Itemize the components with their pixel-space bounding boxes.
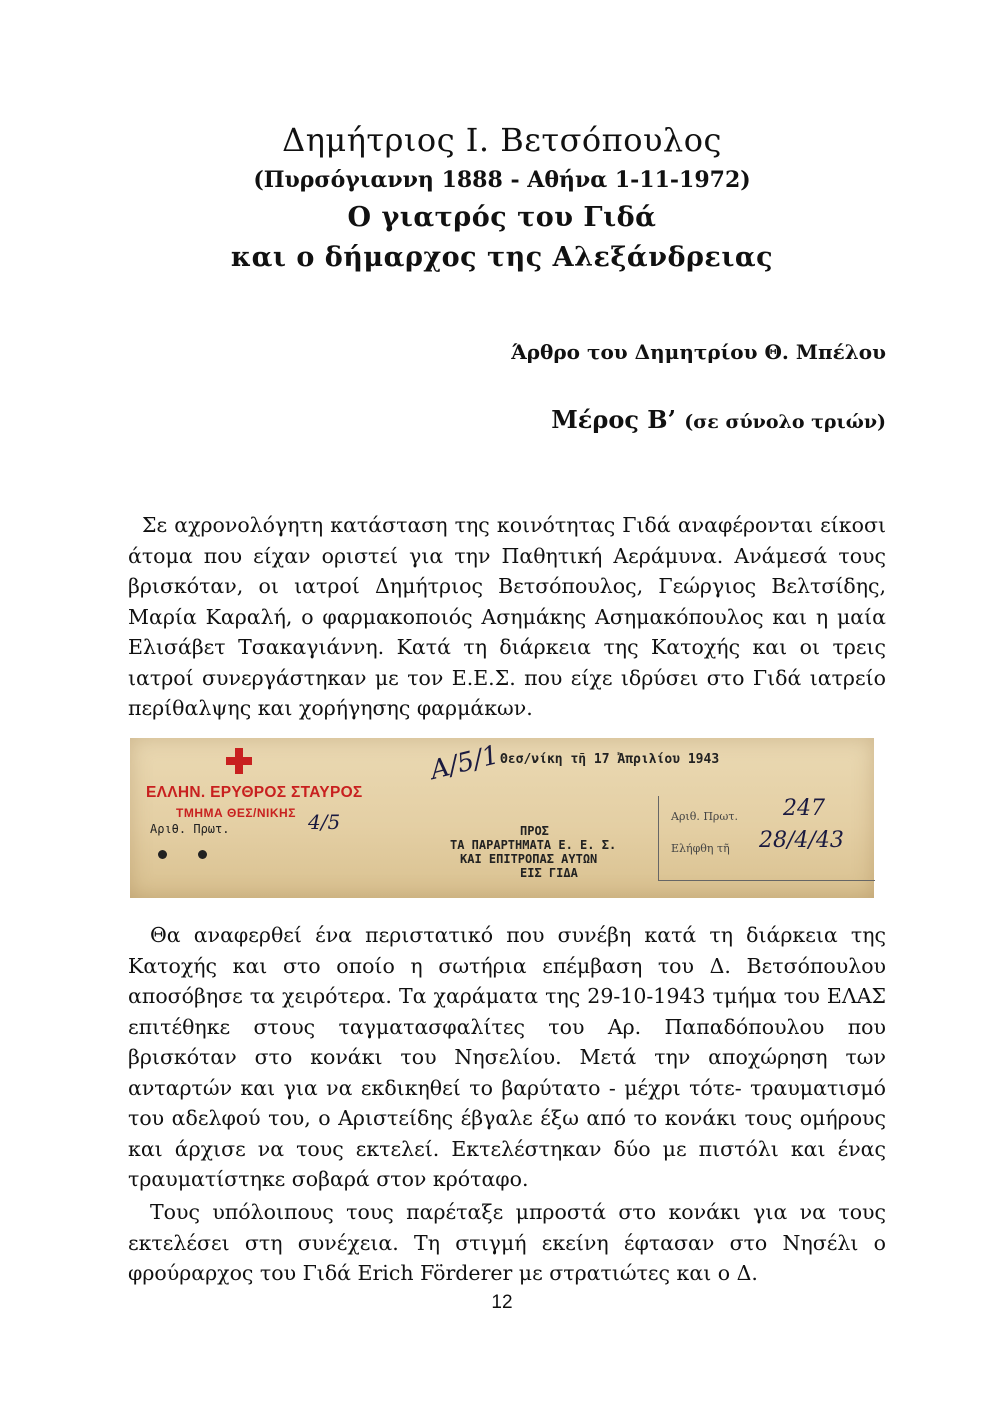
stamp-date-label: Ελήφθη τῆ: [671, 842, 730, 855]
doc-hand-mark: A/5/1: [427, 740, 502, 786]
doc-dateline: Θεσ/νίκη τῆ 17 Ἀπριλίου 1943: [500, 752, 720, 767]
page-number: 12: [491, 1292, 513, 1313]
doc-address-line: ΕΙΣ ΓΙΔΑ: [520, 866, 578, 880]
doc-ref-label: Αριθ. Πρωτ.: [150, 822, 230, 836]
article-dates: (Πυρσόγιαννη 1888 - Αθήνα 1-11-1972): [253, 167, 751, 193]
doc-org-name: ΕΛΛΗΝ. ΕΡΥΘΡΟΣ ΣΤΑΥΡΟΣ: [146, 784, 363, 801]
part-heading: [551, 405, 886, 434]
stamp-num-value: 247: [783, 796, 825, 821]
article-subtitle-2: και ο δήμαρχος της Αλεξάνδρειας: [230, 242, 774, 273]
punch-holes: [156, 848, 216, 862]
paragraph-1: Σε αχρονολόγητη κατάσταση της κοινότητας Γιδά αναφέρονται είκοσι άτομα που είχαν οριστεί για την Παθητική Αεράμυνα. Ανάμεσά τους βρισκόταν, οι ιατροί Δημήτριος Βετσόπουλος, Γεώργιος Βελτσίδης, Μαρία Καραλή, ο φαρμακοποιός Ασημάκης Ασημακόπουλος και η μαία Ελισάβετ Τσακαγιάννη. Κατά τη διάρκεια της Κατοχής και οι τρεις ιατροί συνεργάστηκαν με τον Ε.Ε.Σ. που είχε ιδρύσει στο Γιδά ιατρείο περίθαλψης και χορήγησης φαρμάκων.: [128, 513, 886, 720]
part-label: Μέρος Β’: [551, 405, 676, 434]
received-stamp: [658, 796, 875, 881]
doc-address-line: ΠΡΟΣ: [520, 824, 549, 838]
paragraph-3: Τους υπόλοιπους τους παρέταξε μπροστά στο κονάκι για να τους εκτελέσει στη συνέχεια. Τη στιγμή εκείνη έφτασαν στο Νησέλι ο φρούραρχος του Γιδά Erich Förderer με στρατιώτες και ο Δ.: [128, 1200, 886, 1285]
part-note: (σε σύνολο τριών): [684, 411, 886, 433]
paragraph-2: Θα αναφερθεί ένα περιστατικό που συνέβη κατά τη διάρκεια της Κατοχής και στο οποίο η σωτήρια επέμβαση του Δ. Βετσόπουλου αποσόβησε τα χειρότερα. Τα χαράματα της 29-10-1943 τμήμα του ΕΛΑΣ επιτέθηκε στους ταγματασφαλίτες του Αρ. Παπαδόπουλου που βρισκόταν στο κονάκι του Νησελίου. Μετά την αποχώρηση των ανταρτών και για να εκδικηθεί το βαρύτατο - μέχρι τότε- τραυματισμό του αδελφού του, ο Αριστείδης έβγαλε έξω από το κονάκι τους ομήρους και άρχισε να τους εκτελεί. Εκτελέστηκαν δύο με πιστόλι και ένας τραυματίστηκε σοβαρά στον κρόταφο.: [128, 923, 886, 1191]
doc-address-line: ΤΑ ΠΑΡΑΡΤΗΜΑΤΑ Ε. Ε. Σ.: [450, 838, 617, 852]
byline: Άρθρο του Δημητρίου Θ. Μπέλου: [511, 340, 886, 364]
doc-dept: ΤΜΗΜΑ ΘΕΣ/ΝΙΚΗΣ: [176, 806, 296, 820]
doc-address-line: ΚΑΙ ΕΠΙΤΡΟΠΑΣ ΑΥΤΩΝ: [460, 852, 598, 866]
article-subtitle-1: Ο γιατρός του Γιδά: [347, 202, 657, 233]
red-cross-icon: [226, 748, 252, 774]
title-block: [0, 118, 1004, 278]
article-title: Δημήτριος Ι. Βετσόπουλος: [282, 121, 722, 159]
archival-document-image: [130, 738, 874, 898]
stamp-date-value: 28/4/43: [759, 828, 844, 853]
doc-address: [450, 824, 616, 880]
stamp-num-label: Αριθ. Πρωτ.: [671, 810, 738, 823]
doc-ref-handwritten: 4/5: [308, 810, 341, 834]
